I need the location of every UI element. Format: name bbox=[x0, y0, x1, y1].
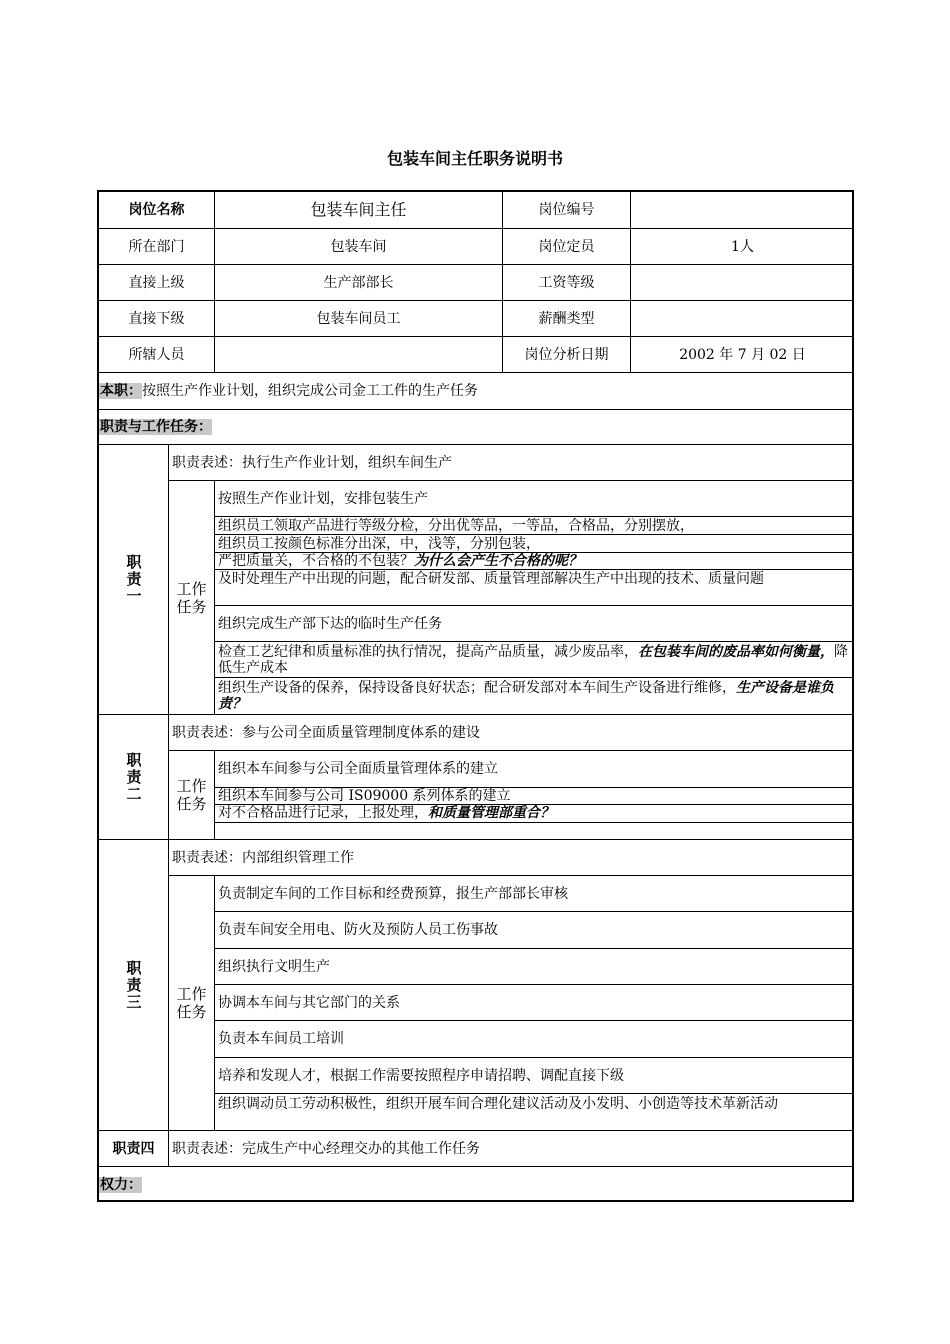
value-analysis-date: 2002 年 7 月 02 日 bbox=[631, 337, 854, 373]
label-headcount: 岗位定员 bbox=[503, 229, 631, 265]
label-analysis-date: 岗位分析日期 bbox=[503, 337, 631, 373]
duty2-work-tasks-cell bbox=[169, 751, 215, 840]
duty1-work-tasks-label: 工作任务 bbox=[176, 579, 207, 616]
duty1-task-2: 组织员工领取产品进行等级分检，分出优等品，一等品，合格品，分别摆放， bbox=[215, 517, 854, 535]
duty2-label: 职责二 bbox=[124, 751, 143, 803]
document-title: 包装车间主任职务说明书 bbox=[386, 149, 563, 168]
duty2-statement: 职责表述：参与公司全面质量管理制度体系的建设 bbox=[169, 715, 854, 751]
label-salary-grade: 工资等级 bbox=[503, 265, 631, 301]
duty3-task-3: 组织执行文明生产 bbox=[215, 949, 854, 985]
duty3-task-7: 组织调动员工劳动积极性，组织开展车间合理化建议活动及小发明、小创造等技术革新活动 bbox=[215, 1094, 854, 1131]
duty2-label-cell bbox=[99, 715, 169, 840]
duty1-task-1: 按照生产作业计划，安排包装生产 bbox=[215, 481, 854, 517]
duty3-statement: 职责表述：内部组织管理工作 bbox=[169, 840, 854, 876]
value-staff bbox=[215, 337, 503, 373]
value-pay-type bbox=[631, 301, 854, 337]
duty1-task-4: 严把质量关，不合格的不包装？为什么会产生不合格的呢？ bbox=[215, 553, 854, 570]
value-department: 包装车间 bbox=[215, 229, 503, 265]
duty3-work-tasks-label: 工作任务 bbox=[176, 985, 207, 1021]
value-superior: 生产部部长 bbox=[215, 265, 503, 301]
duty1-work-tasks-cell bbox=[169, 481, 215, 715]
duty3-task-1: 负责制定车间的工作目标和经费预算，报生产部部长审核 bbox=[215, 876, 854, 912]
duty1-task-5: 及时处理生产中出现的问题，配合研发部、质量管理部解决生产中出现的技术、质量问题 bbox=[215, 570, 854, 606]
duty3-task-5: 负责本车间员工培训 bbox=[215, 1021, 854, 1058]
duty1-label-cell bbox=[99, 445, 169, 715]
value-subordinate: 包装车间员工 bbox=[215, 301, 503, 337]
label-department: 所在部门 bbox=[99, 229, 215, 265]
duty1-label: 职责一 bbox=[124, 554, 143, 605]
main-duty-text: 按照生产作业计划，组织完成公司金工工件的生产任务 bbox=[142, 383, 478, 399]
duty2-task-1: 组织本车间参与公司全面质量管理体系的建立 bbox=[215, 751, 854, 788]
value-headcount: 1人 bbox=[631, 229, 854, 265]
main-duty-label: 本职： bbox=[100, 383, 142, 399]
label-superior: 直接上级 bbox=[99, 265, 215, 301]
duty3-task-2: 负责车间安全用电、防火及预防人员工伤事故 bbox=[215, 912, 854, 949]
authority-row bbox=[99, 1167, 854, 1202]
label-staff: 所辖人员 bbox=[99, 337, 215, 373]
duty3-task-6: 培养和发现人才，根据工作需要按照程序申请招聘、调配直接下级 bbox=[215, 1058, 854, 1094]
label-pay-type: 薪酬类型 bbox=[503, 301, 631, 337]
duty1-task-8: 组织生产设备的保养，保持设备良好状态；配合研发部对本车间生产设备进行维修，生产设备是谁负责？ bbox=[215, 678, 854, 715]
duties-heading-row bbox=[99, 410, 854, 445]
duty2-task-2: 组织本车间参与公司 IS09000 系列体系的建立 bbox=[215, 788, 854, 805]
label-position-code: 岗位编号 bbox=[503, 192, 631, 229]
duty1-statement: 职责表述：执行生产作业计划，组织车间生产 bbox=[169, 445, 854, 481]
main-duty-row bbox=[99, 373, 854, 410]
duty3-work-tasks-cell bbox=[169, 876, 215, 1131]
duty2-task-3: 对不合格品进行记录，上报处理，和质量管理部重合？ bbox=[215, 805, 854, 823]
duty2-task-4 bbox=[215, 823, 854, 840]
authority-label: 权力： bbox=[100, 1176, 142, 1193]
duty2-work-tasks-label: 工作任务 bbox=[176, 777, 207, 813]
duty4-label: 职责四 bbox=[99, 1131, 169, 1167]
value-salary-grade bbox=[631, 265, 854, 301]
value-position-name: 包装车间主任 bbox=[215, 192, 503, 229]
duty3-task-4: 协调本车间与其它部门的关系 bbox=[215, 985, 854, 1021]
label-position-name: 岗位名称 bbox=[99, 192, 215, 229]
value-position-code bbox=[631, 192, 854, 229]
duty3-label: 职责三 bbox=[124, 959, 143, 1011]
duty3-label-cell bbox=[99, 840, 169, 1131]
duties-heading: 职责与工作任务： bbox=[100, 419, 212, 435]
duty1-task-7: 检查工艺纪律和质量标准的执行情况，提高产品质量，减少废品率，在包装车间的废品率如何衡量，降低生产成本 bbox=[215, 642, 854, 678]
duty1-task-6: 组织完成生产部下达的临时生产任务 bbox=[215, 606, 854, 642]
job-description-table bbox=[97, 190, 854, 1202]
duty4-statement: 职责表述：完成生产中心经理交办的其他工作任务 bbox=[169, 1131, 854, 1167]
label-subordinate: 直接下级 bbox=[99, 301, 215, 337]
duty1-task-3: 组织员工按颜色标准分出深，中，浅等，分别包装， bbox=[215, 535, 854, 553]
